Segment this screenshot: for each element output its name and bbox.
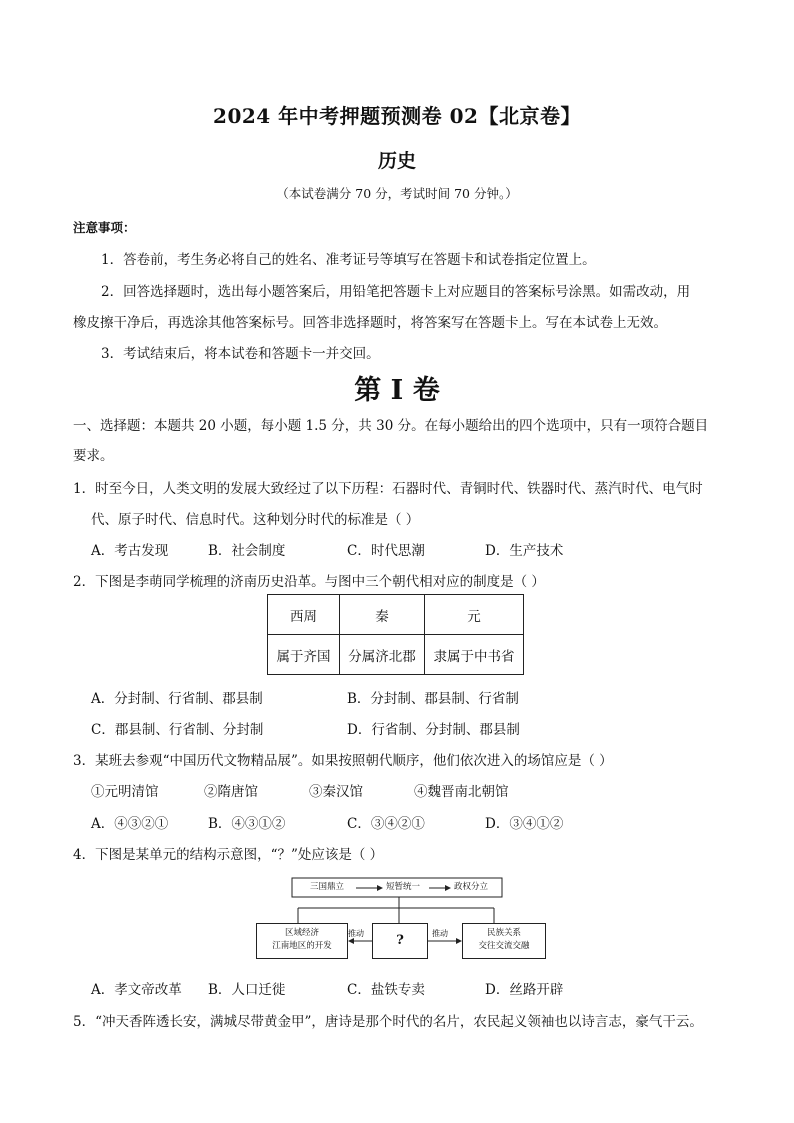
diagram-top-1: 三国鼎立 [310,882,345,892]
question-3-option-b: B．④③①② [208,816,286,832]
section-instructions: 一、选择题：本题共 20 小题，每小题 1.5 分，共 30 分。在每小题给出的四个选项中，只有一项符合题目 [73,418,709,434]
notice-item-2-cont: 橡皮擦干净后，再选涂其他答案标号。回答非选择题时，将答案写在答题卡上。写在本试卷上无效。 [73,315,667,331]
diagram-top-2: 短暂统一 [386,882,421,892]
diagram-right-line-1: 民族关系 [486,928,521,938]
question-2-option-b: B．分封制、郡县制、行省制 [347,691,519,707]
question-4-option-a: A．孝文帝改革 [91,982,182,998]
hall-1: ①元明清馆 [91,784,159,800]
history-table [267,594,524,675]
table-cell: 属于齐国 [268,635,340,675]
hall-3: ③秦汉馆 [309,784,363,800]
diagram-left-box [256,923,348,959]
question-1-stem-cont: 代、原子时代、信息时代。这种划分时代的标准是（ ） [91,512,420,528]
diagram-arrow-label-right: 推动 [432,929,448,938]
question-4-option-c: C．盐铁专卖 [347,982,425,998]
diagram-center-box: ? [372,923,428,959]
question-1-option-b: B．社会制度 [208,543,286,559]
table-header-cell: 元 [425,595,524,635]
question-3-option-a: A．④③②① [91,816,169,832]
diagram-right-line-2: 交往交流交融 [478,941,530,951]
diagram-left-line-2: 江南地区的开发 [272,941,332,951]
table-cell: 分属济北郡 [340,635,425,675]
question-4-stem: 4．下图是某单元的结构示意图，“？”处应该是（ ） [73,847,384,863]
section-instructions-cont: 要求。 [73,448,114,464]
diagram-right-box [462,923,546,959]
diagram-arrow-label-left: 推动 [348,929,364,938]
question-1-option-c: C．时代思潮 [347,543,425,559]
table-cell: 隶属于中书省 [425,635,524,675]
hall-4: ④魏晋南北朝馆 [414,784,509,800]
question-1-option-d: D．生产技术 [485,543,564,559]
question-2-stem: 2．下图是李萌同学梳理的济南历史沿革。与图中三个朝代相对应的制度是（ ） [73,574,545,590]
table-header-cell: 西周 [268,595,340,635]
question-3-option-c: C．③④②① [347,816,425,832]
structure-diagram [254,876,546,962]
notice-heading: 注意事项： [73,220,136,235]
question-2-option-d: D．行省制、分封制、郡县制 [347,722,520,738]
volume-title: 第 I 卷 [354,375,440,406]
diagram-left-line-1: 区域经济 [284,928,319,938]
subject-title: 历史 [377,150,416,172]
question-3-option-d: D．③④①② [485,816,564,832]
question-4-option-d: D．丝路开辟 [485,982,564,998]
question-4-option-b: B．人口迁徙 [208,982,286,998]
notice-item-2: 2．回答选择题时，选出每小题答案后，用铅笔把答题卡上对应题目的答案标号涂黑。如需改动，用 [101,284,691,300]
notice-item-1: 1．答卷前，考生务必将自己的姓名、准考证号等填写在答题卡和试卷指定位置上。 [101,252,596,268]
question-2-option-a: A．分封制、行省制、郡县制 [91,691,263,707]
exam-info: （本试卷满分 70 分，考试时间 70 分钟。） [276,186,518,201]
question-1-stem: 1．时至今日，人类文明的发展大致经过了以下历程：石器时代、青铜时代、铁器时代、蒸汽时代、电气时 [73,481,703,497]
table-header-cell: 秦 [340,595,425,635]
question-5-stem: 5．“冲天香阵透长安，满城尽带黄金甲”，唐诗是那个时代的名片，农民起义领袖也以诗言志，豪气干云。 [73,1014,703,1030]
diagram-top-3: 政权分立 [454,882,489,892]
exam-title: 2024 年中考押题预测卷 02【北京卷】 [213,104,581,128]
question-3-stem: 3．某班去参观“中国历代文物精品展”。如果按照朝代顺序，他们依次进入的场馆应是（ ） [73,753,613,769]
hall-2: ②隋唐馆 [204,784,258,800]
notice-item-3: 3．考试结束后，将本试卷和答题卡一并交回。 [101,346,380,362]
question-2-option-c: C．郡县制、行省制、分封制 [91,722,264,738]
question-1-option-a: A．考古发现 [91,543,169,559]
